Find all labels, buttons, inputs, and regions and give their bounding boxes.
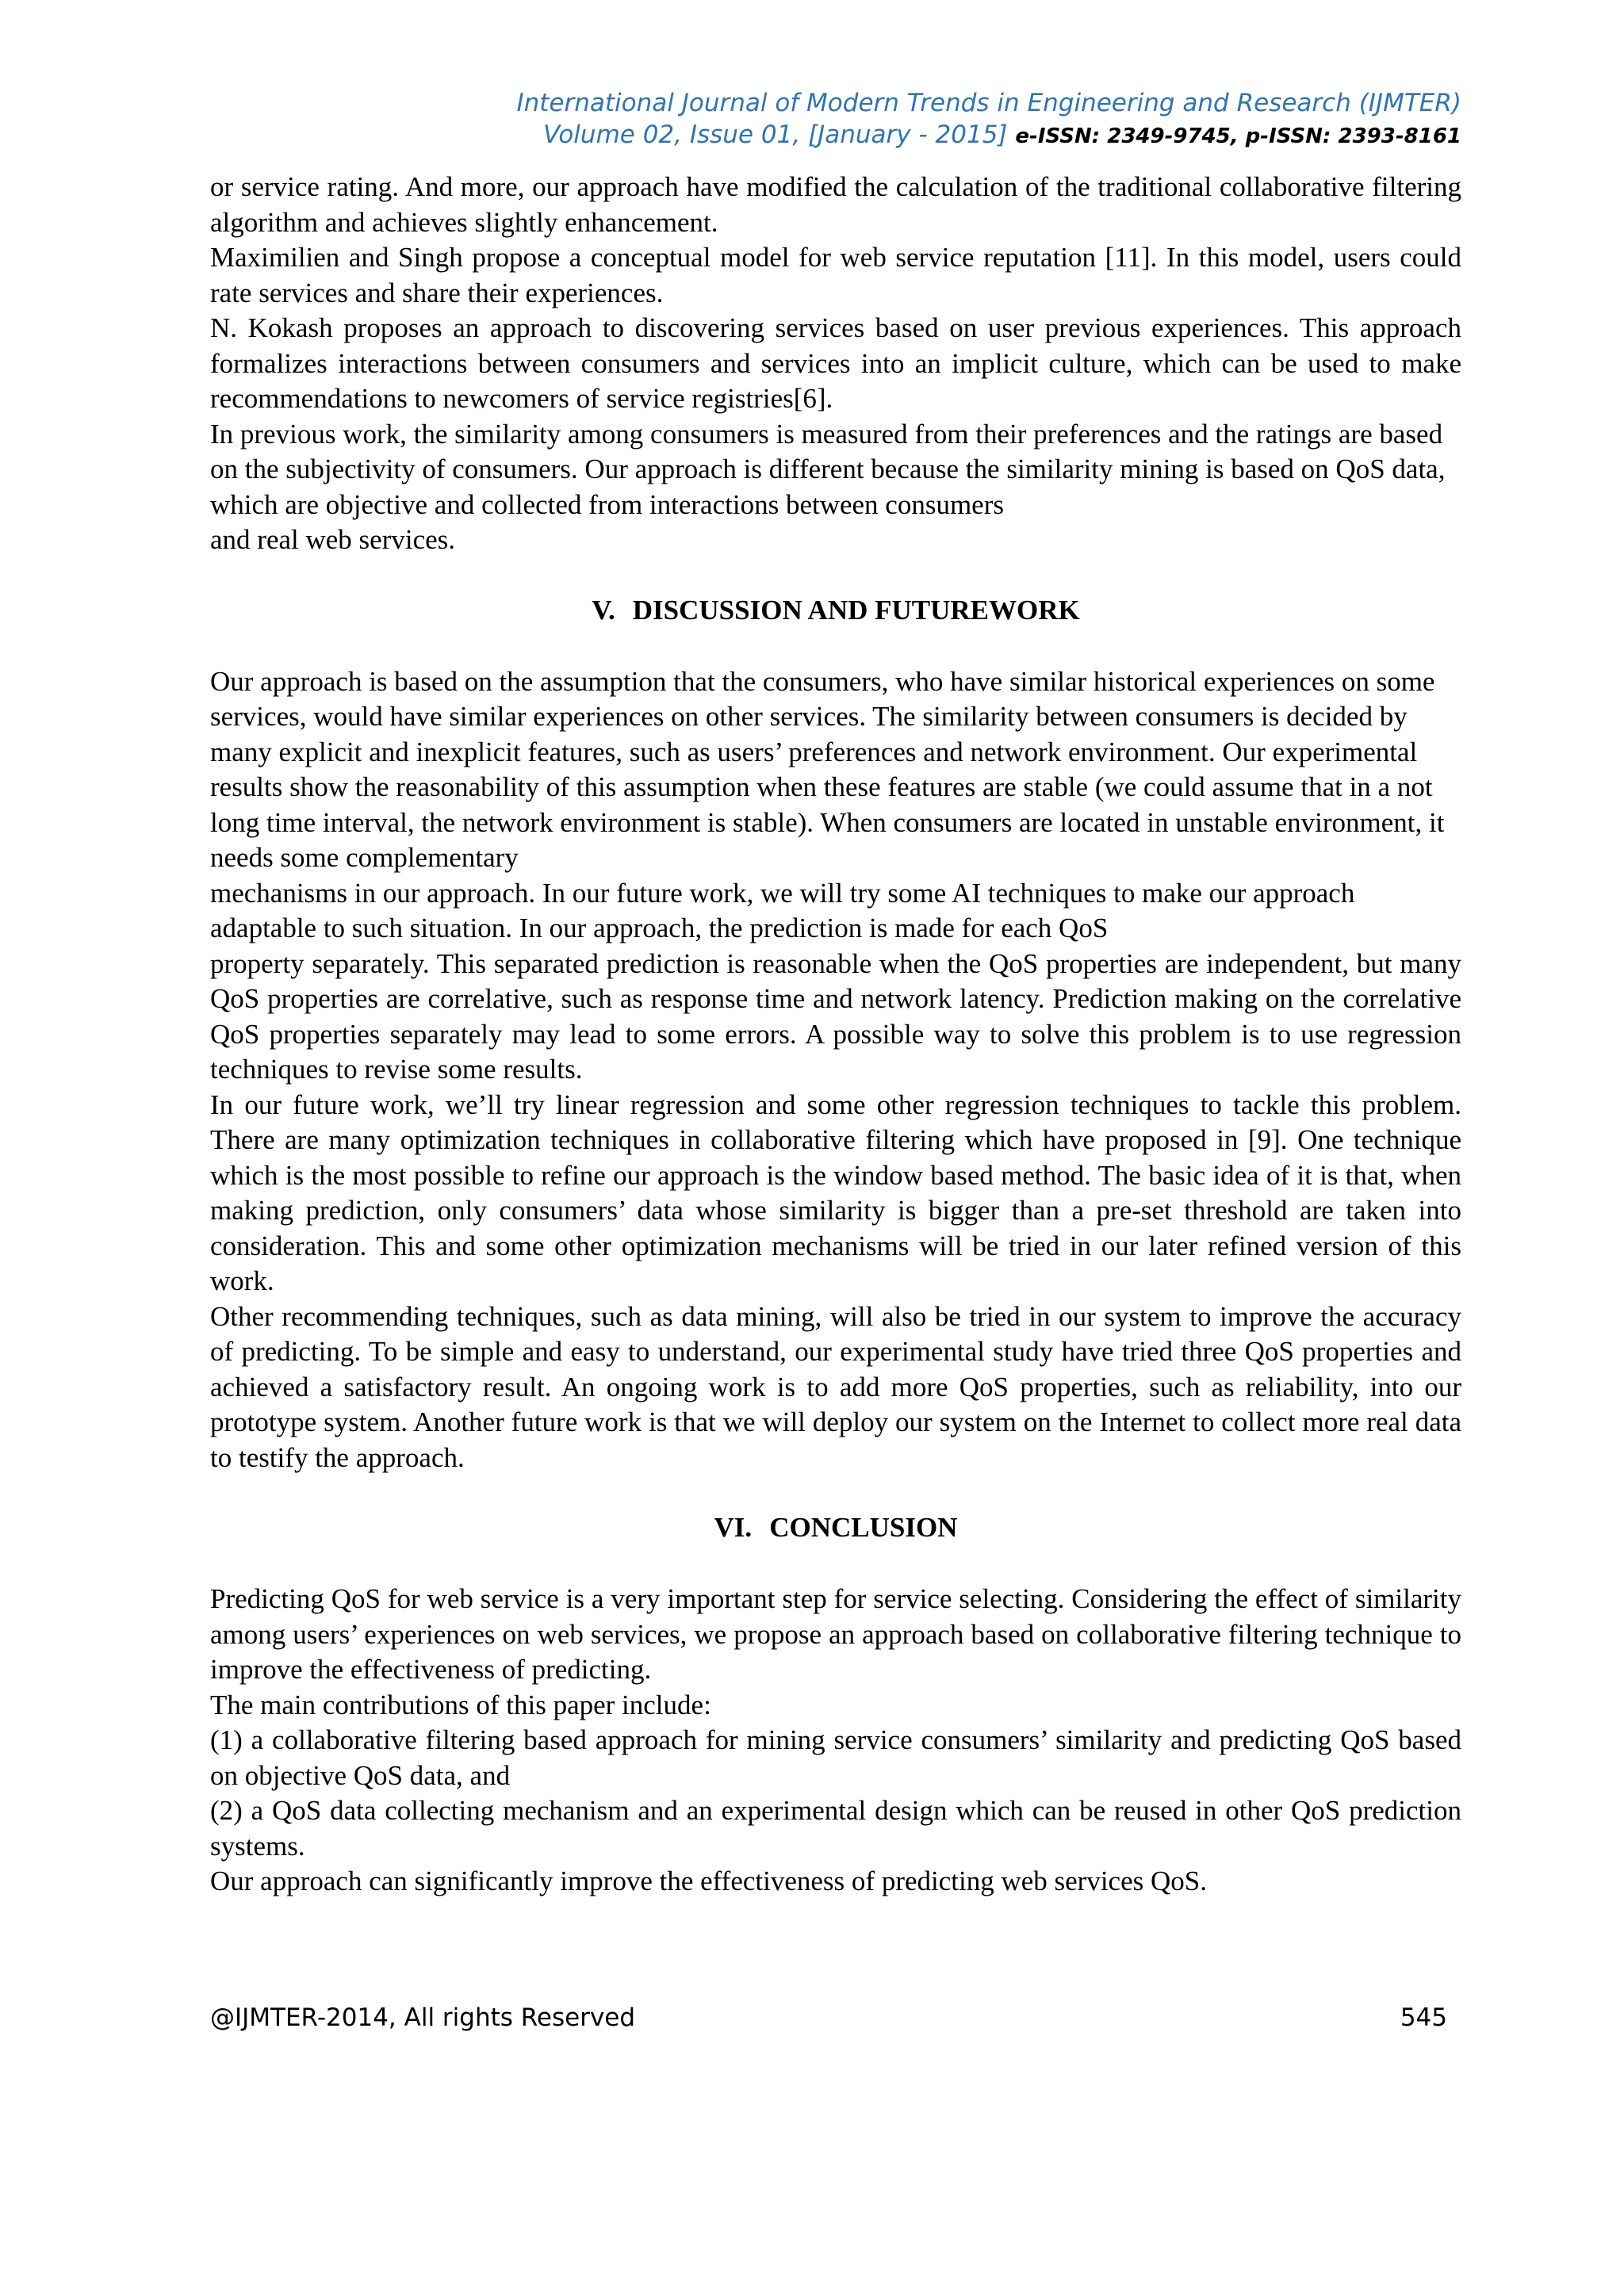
- paragraph: The main contributions of this paper include:: [210, 1689, 711, 1720]
- paragraph: Predicting QoS for web service is a very important step for service selecting. Considering the effect of similarity among users’ experiences on web services, we propose an approach based on collaborative filtering technique to improve the effectiveness of predicting.: [210, 1583, 1461, 1685]
- page-number: 545: [1400, 2003, 1447, 2032]
- journal-volume: Volume 02, Issue 01, [January - 2015]: [542, 121, 1008, 149]
- paragraph: (1) a collaborative filtering based approach for mining service consumers’ similarity and predicting QoS based on objective QoS data, and: [210, 1724, 1461, 1791]
- paragraph: N. Kokash proposes an approach to discovering services based on user previous experiences. This approach formalizes interactions between consumers and services into an implicit culture, which can be used to make recommendations to newcomers of service registries[6].: [210, 312, 1461, 414]
- journal-header: [210, 87, 1461, 152]
- section-heading-conclusion: [210, 1510, 1461, 1545]
- paragraph: (2) a QoS data collecting mechanism and an experimental design which can be reused in other QoS prediction systems.: [210, 1795, 1461, 1862]
- paragraph: and real web services.: [210, 524, 456, 555]
- paragraph: Our approach is based on the assumption that the consumers, who have similar historical experiences on some services, would have similar experiences on other services. The similarity between consumers is decided by many explicit and inexplicit features, such as users’ preferences and network environment. Our experimental results show the reasonability of this assumption when these features are stable (we could assume that in a not long time interval, the network environment is stable). When consumers are located in unstable environment, it needs some complementary: [210, 665, 1445, 873]
- paragraph: Our approach can significantly improve the effectiveness of predicting web services QoS.: [210, 1866, 1207, 1896]
- journal-issn: e-ISSN: 2349-9745, p-ISSN: 2393-8161: [1015, 124, 1461, 148]
- paragraph: mechanisms in our approach. In our future work, we will try some AI techniques to make our approach adaptable to such situation. In our approach, the prediction is made for each QoS: [210, 877, 1355, 943]
- section-title: CONCLUSION: [769, 1512, 958, 1543]
- paper-page: [210, 87, 1461, 1900]
- paragraph: In our future work, we’ll try linear regression and some other regression techniques to tackle this problem. There are many optimization techniques in collaborative filtering which have proposed in [9]. One technique which is the most possible to refine our approach is the window based method. The basic idea of it is that, when making prediction, only consumers’ data whose similarity is bigger than a pre-set threshold are taken into consideration. This and some other optimization mechanisms will be tried in our later refined version of this work.: [210, 1089, 1461, 1296]
- paragraph: or service rating. And more, our approach have modified the calculation of the traditional collaborative filtering algorithm and achieves slightly enhancement.: [210, 171, 1461, 238]
- paragraph: property separately. This separated prediction is reasonable when the QoS properties are independent, but many QoS properties are correlative, such as response time and network latency. Prediction making on the correlative QoS properties separately may lead to some errors. A possible way to solve this problem is to use regression techniques to revise some results.: [210, 947, 1461, 1085]
- journal-title: International Journal of Modern Trends in Engineering and Research (IJMTER): [516, 89, 1461, 117]
- section-heading-discussion: [210, 593, 1461, 628]
- footer-copyright: @IJMTER-2014, All rights Reserved: [210, 2003, 636, 2032]
- section-number: VI.: [714, 1512, 753, 1543]
- paragraph: Maximilien and Singh propose a conceptual model for web service reputation [11]. In this model, users could rate services and share their experiences.: [210, 242, 1461, 308]
- paragraph: Other recommending techniques, such as data mining, will also be tried in our system to improve the accuracy of predicting. To be simple and easy to understand, our experimental study have tried three QoS properties and achieved a satisfactory result. An ongoing work is to add more QoS properties, such as reliability, into our prototype system. Another future work is that we will deploy our system on the Internet to collect more real data to testify the approach.: [210, 1300, 1461, 1473]
- paragraph: In previous work, the similarity among consumers is measured from their preferences and the ratings are based on the subjectivity of consumers. Our approach is different because the similarity mining is based on QoS data, which are objective and collected from interactions between consumers: [210, 418, 1446, 520]
- journal-volume-line: [210, 119, 1461, 152]
- section-number: V.: [592, 594, 615, 626]
- section-title: DISCUSSION AND FUTUREWORK: [632, 594, 1080, 626]
- page-footer: [210, 2003, 1447, 2032]
- body-text: [210, 170, 1461, 1900]
